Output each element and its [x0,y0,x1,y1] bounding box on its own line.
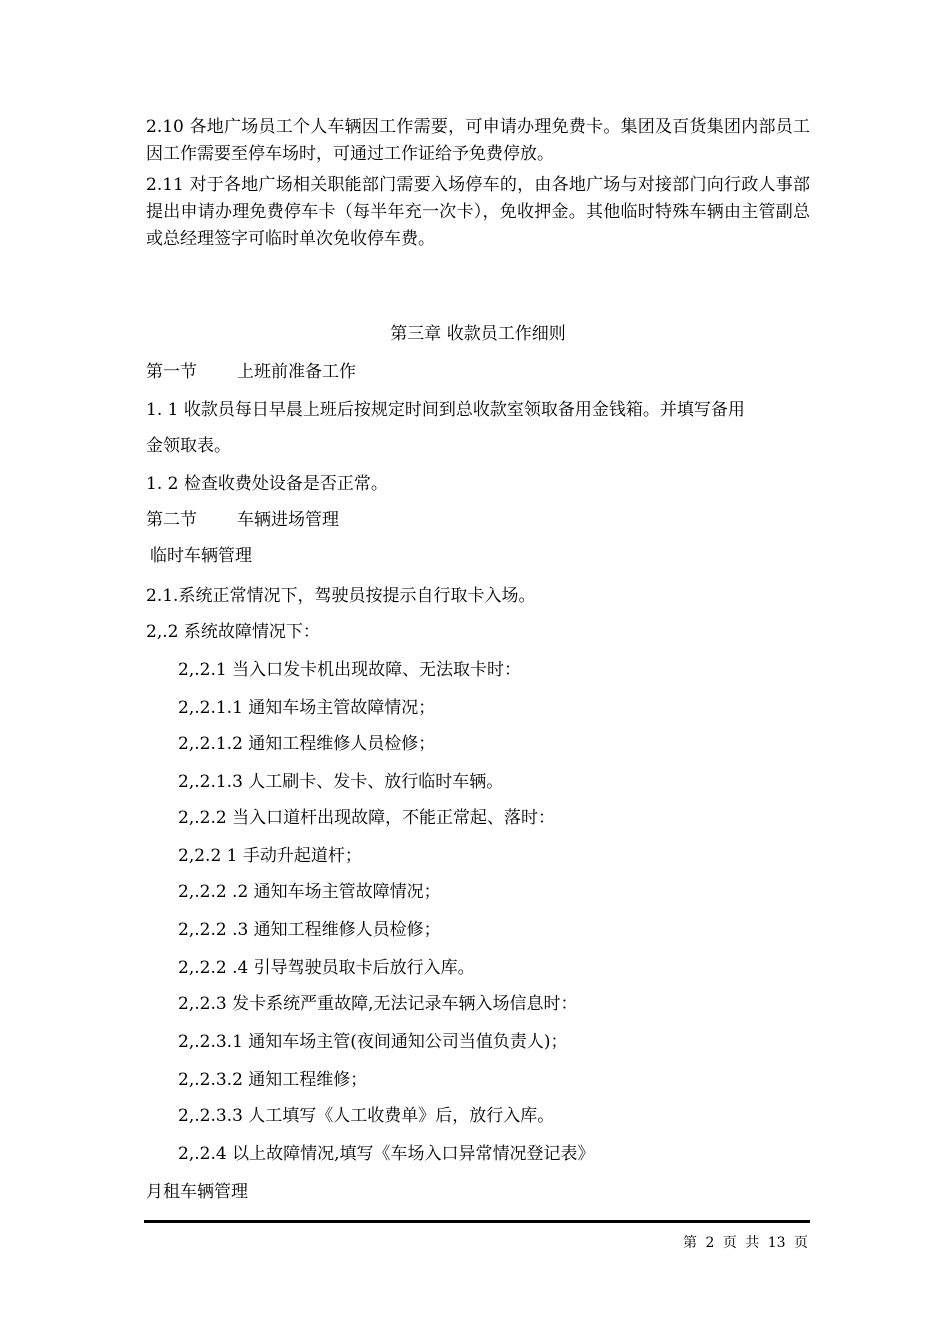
subitem: 2,.2.1.3 人工刷卡、发卡、放行临时车辆。 [178,772,504,792]
subitem: 2,.2.1.1 通知车场主管故障情况； [178,698,436,718]
section-number: 第一节 [146,362,197,382]
subitem: 2,.2.3 发卡系统严重故障,无法记录车辆入场信息时： [178,994,578,1014]
footer-divider [144,1220,810,1223]
subitem: 2,.2.2 当入口道杆出现故障，不能正常起、落时： [178,808,556,828]
subitem: 2,.2.2 .2 通知车场主管故障情况； [178,882,441,902]
subitem: 2,.2.3.2 通知工程维修； [178,1070,368,1090]
subitem: 2,.2.3.1 通知车场主管(夜间通知公司当值负责人)； [178,1032,568,1052]
section-heading-2 [146,508,339,532]
subitem: 2,.2.4 以上故障情况,填写《车场入口异常情况登记表》 [178,1144,595,1164]
subitem: 2,.2.1.2 通知工程维修人员检修； [178,734,436,754]
section-number: 第二节 [146,510,197,530]
paragraph-2-11: 2.11 对于各地广场相关职能部门需要入场停车的，由各地广场与对接部门向行政人事部提出申请办理免费停车卡（每半年充一次卡），免收押金。其他临时特殊车辆由主管副总或总经理签字可临时单次免收停车费。 [146,175,810,249]
section-title: 上班前准备工作 [237,362,356,382]
item-1-1-line2: 金领取表。 [146,436,231,456]
temp-vehicle-heading: 临时车辆管理 [150,546,252,566]
item-1-1-line1: 1. 1 收款员每日早晨上班后按规定时间到总收款室领取备用金钱箱。并填写备用 [146,400,745,420]
section-title: 车辆进场管理 [237,510,339,530]
item-2-1: 2.1.系统正常情况下，驾驶员按提示自行取卡入场。 [146,586,536,606]
subitem: 2,.2.2 .3 通知工程维修人员检修； [178,920,441,940]
subitem: 2,.2.3.3 人工填写《人工收费单》后，放行入库。 [178,1106,555,1126]
monthly-vehicle-heading: 月租车辆管理 [146,1182,248,1202]
item-2-2: 2,.2 系统故障情况下： [146,622,320,642]
page-number: 第 2 页 共 13 页 [683,1235,808,1251]
item-1-2: 1. 2 检查收费处设备是否正常。 [146,474,388,494]
chapter-title: 第三章 收款员工作细则 [390,324,566,344]
section-heading-1 [146,360,356,384]
subitem: 2,.2.2 .4 引导驾驶员取卡后放行入库。 [178,958,475,978]
subitem: 2,.2.1 当入口发卡机出现故障、无法取卡时： [178,660,522,680]
subitem: 2,2.2 1 手动升起道杆； [178,846,362,866]
paragraph-2-10: 2.10 各地广场员工个人车辆因工作需要，可申请办理免费卡。集团及百货集团内部员工因工作需要至停车场时，可通过工作证给予免费停放。 [146,117,810,164]
